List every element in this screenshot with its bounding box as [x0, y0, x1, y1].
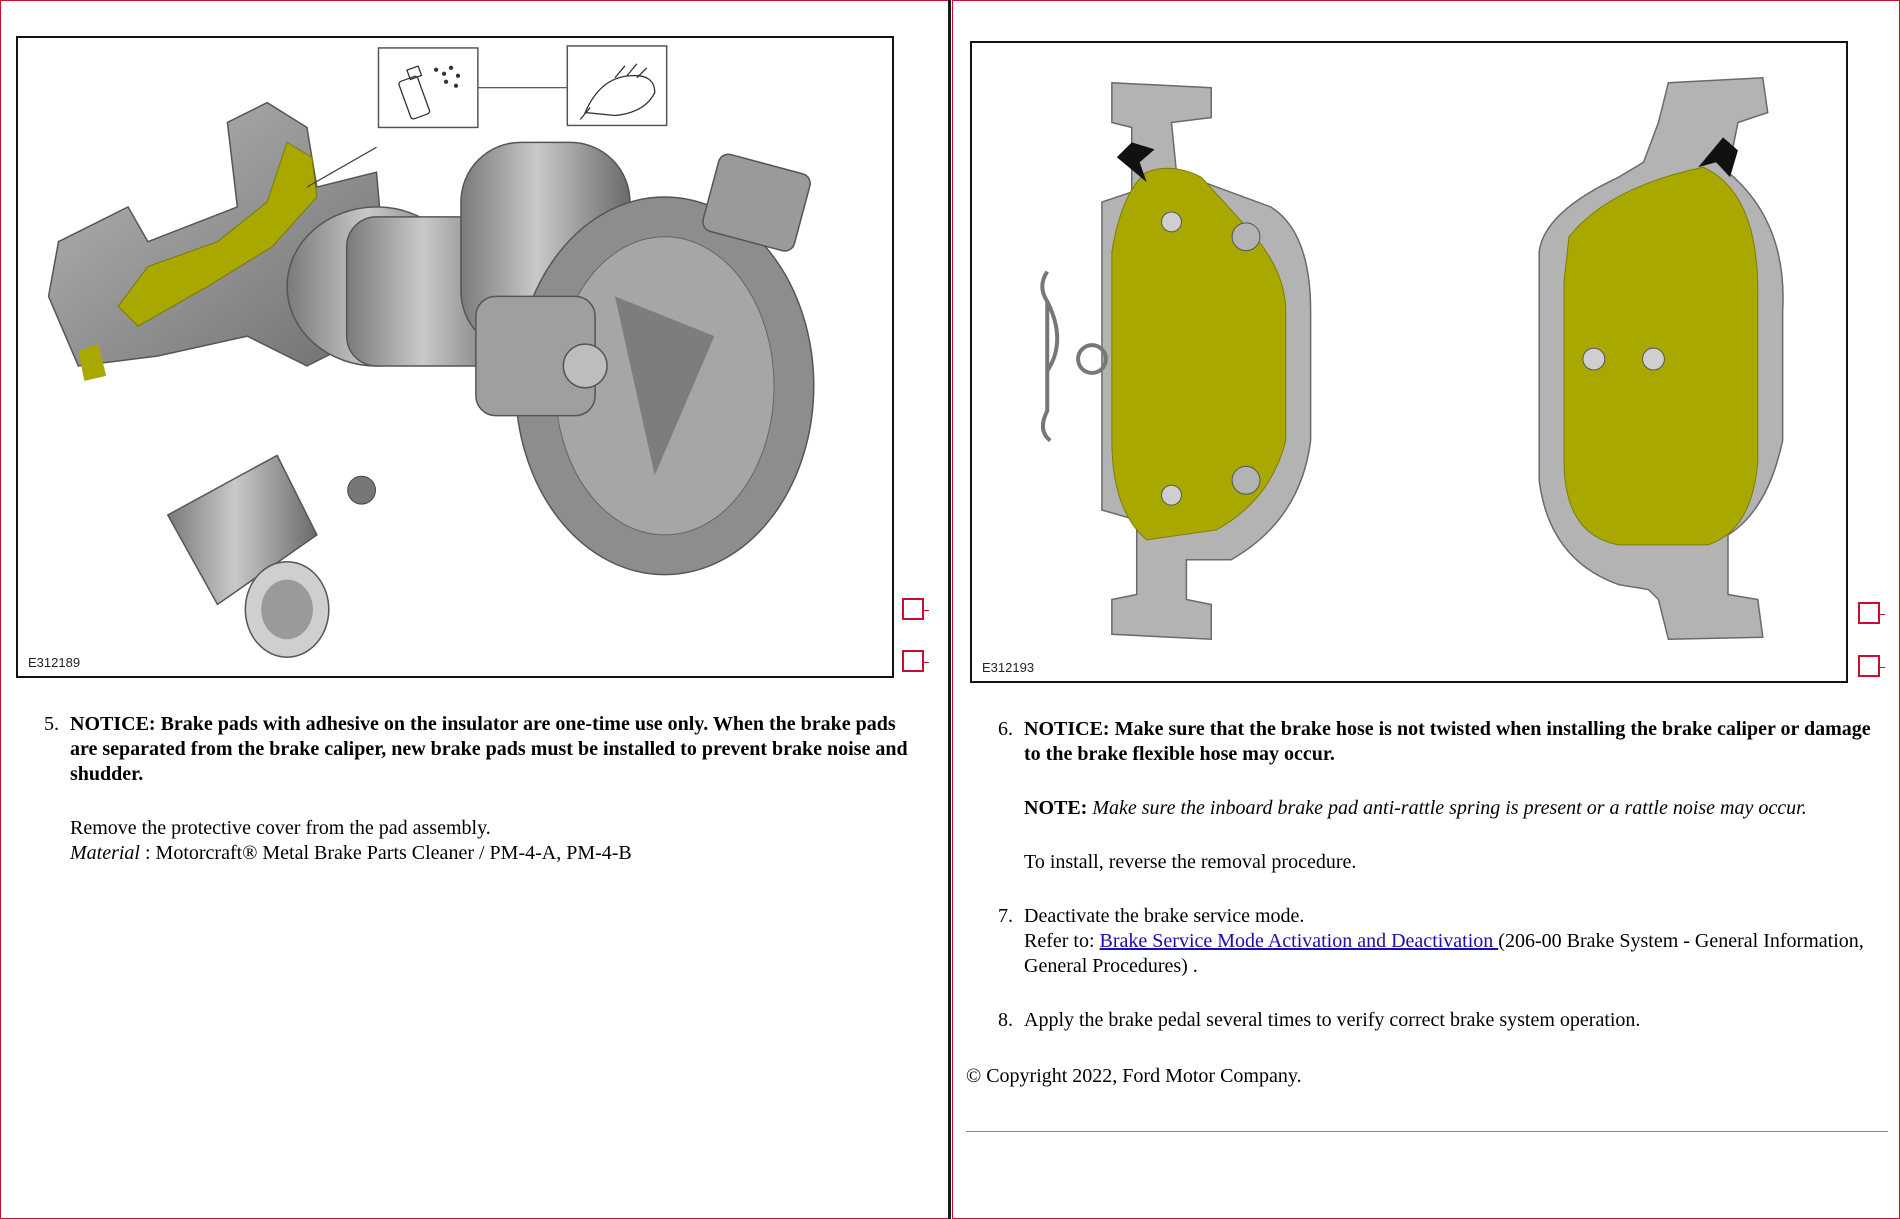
- outboard-hole-1: [1583, 348, 1605, 370]
- step-number: 6.: [998, 718, 1013, 740]
- material-value: : Motorcraft® Metal Brake Parts Cleaner / PM-4-A, PM-4-B: [140, 842, 632, 864]
- brake-service-mode-link[interactable]: Brake Service Mode Activation and Deactivation: [1099, 930, 1499, 952]
- material-label: Material: [70, 842, 140, 864]
- step-number: 8.: [998, 1009, 1013, 1031]
- left-steps: [44, 712, 924, 895]
- pad-hole-1: [1162, 212, 1182, 232]
- step-text: Apply the brake pedal several times to verify correct brake system operation.: [1024, 1009, 1641, 1031]
- bleeder-screw: [563, 344, 607, 388]
- step-7: [998, 904, 1878, 979]
- material-line: [70, 841, 924, 866]
- guide-pin: [348, 476, 376, 504]
- pad-hole-2: [1162, 485, 1182, 505]
- checkbox-step-c[interactable]: [1858, 602, 1880, 624]
- step-number: 7.: [998, 905, 1013, 927]
- caliper-drawing: [18, 38, 892, 676]
- footer-divider: [966, 1131, 1888, 1132]
- note-line: [1024, 796, 1878, 821]
- page-divider: [948, 0, 951, 1219]
- instruction-text: To install, reverse the removal procedure.: [1024, 851, 1357, 873]
- pad-tab-1: [1232, 223, 1260, 251]
- outboard-hole-2: [1643, 348, 1665, 370]
- step-8: [998, 1008, 1878, 1033]
- step-6: [998, 717, 1878, 875]
- pad-tab-2: [1232, 466, 1260, 494]
- refer-suffix: (206-00 Brake System - General Information, General Procedures) .: [1024, 930, 1864, 977]
- anti-rattle-spring: [1042, 272, 1057, 441]
- refer-prefix: Refer to:: [1024, 930, 1100, 952]
- instruction-text: Remove the protective cover from the pad assembly.: [70, 817, 491, 839]
- fitting-bore-inner: [261, 580, 313, 640]
- checkbox-step-d[interactable]: [1858, 655, 1880, 677]
- checkbox-step-b[interactable]: [902, 650, 924, 672]
- wipe-callout: [567, 46, 666, 126]
- brake-pads-illustration: [970, 41, 1848, 683]
- note-label: NOTE:: [1024, 797, 1088, 819]
- refer-line: [1024, 929, 1878, 979]
- note-text: Make sure the inboard brake pad anti-rattle spring is present or a rattle noise may occur.: [1087, 797, 1807, 819]
- checkbox-step-a[interactable]: [902, 598, 924, 620]
- brake-pads-drawing: [972, 43, 1846, 681]
- step-number: 5.: [44, 713, 59, 735]
- step-5: [44, 712, 924, 866]
- figure-id: E312189: [28, 655, 81, 670]
- step-text: Deactivate the brake service mode.: [1024, 905, 1305, 927]
- right-steps: [998, 717, 1878, 1062]
- caliper-illustration: [16, 36, 894, 678]
- notice-text: NOTICE: Make sure that the brake hose is not twisted when installing the brake caliper or damage to the brake flexible hose may occur.: [1024, 718, 1871, 765]
- spray-callout: [378, 48, 477, 128]
- figure-id: E312193: [982, 660, 1035, 675]
- notice-text: NOTICE: Brake pads with adhesive on the insulator are one-time use only. When the brake pads are separated from the brake caliper, new brake pads must be installed to prevent brake noise and shudder.: [70, 713, 908, 785]
- copyright-text: © Copyright 2022, Ford Motor Company.: [966, 1065, 1302, 1087]
